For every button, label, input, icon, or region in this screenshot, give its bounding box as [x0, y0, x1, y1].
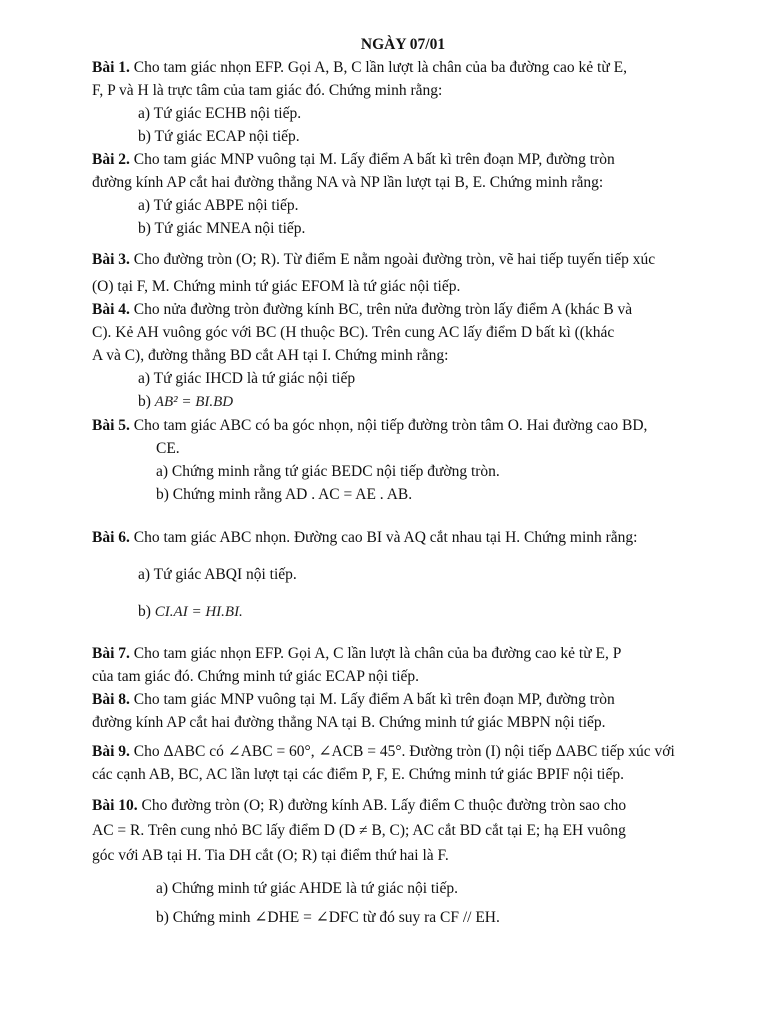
exercise-4-line-1: [92, 298, 714, 321]
exercise-5-text-1: Cho tam giác ABC có ba góc nhọn, nội tiếp đường tròn tâm O. Hai đường cao BD,: [133, 417, 648, 434]
exercise-4-part-b-label: b): [138, 393, 151, 410]
exercise-7-label: Bài 7.: [92, 645, 130, 662]
exercise-5-label: Bài 5.: [92, 417, 130, 434]
exercise-6-text-1: Cho tam giác ABC nhọn. Đường cao BI và AQ cắt nhau tại H. Chứng minh rằng:: [133, 529, 638, 546]
exercise-3-line-1: [92, 248, 714, 271]
exercise-4-line-2: C). Kẻ AH vuông góc với BC (H thuộc BC). Trên cung AC lấy điểm D bất kì ((khác: [92, 324, 615, 341]
exercise-4-text-1: Cho nửa đường tròn đường kính BC, trên nửa đường tròn lấy điểm A (khác B và: [133, 301, 633, 318]
exercise-5-line-2: CE.: [156, 440, 180, 457]
exercise-1-label: Bài 1.: [92, 59, 130, 76]
exercise-6-part-a: a) Tứ giác ABQI nội tiếp.: [138, 566, 297, 583]
exercise-3-label: Bài 3.: [92, 251, 130, 268]
exercise-4-label: Bài 4.: [92, 301, 130, 318]
exercise-10-line-1: [92, 794, 714, 817]
exercise-9-line-2: các cạnh AB, BC, AC lần lượt tại các điểm P, F, E. Chứng minh tứ giác BPIF nội tiếp.: [92, 766, 624, 783]
exercise-1-part-b: b) Tứ giác ECAP nội tiếp.: [138, 128, 300, 145]
exercise-1-line-1: [92, 56, 714, 79]
exercise-10-part-a: a) Chứng minh tứ giác AHDE là tứ giác nội tiếp.: [156, 880, 458, 897]
exercise-8-line-1: [92, 688, 714, 711]
exercise-5-part-b: b) Chứng minh rằng AD . AC = AE . AB.: [156, 486, 413, 503]
exercise-10-line-3: góc với AB tại H. Tia DH cắt (O; R) tại điểm thứ hai là F.: [92, 847, 449, 864]
exercise-7-text-1: Cho tam giác nhọn EFP. Gọi A, C lần lượt là chân của ba đường cao kẻ từ E, P: [133, 645, 622, 662]
exercise-1-part-a: a) Tứ giác ECHB nội tiếp.: [138, 105, 302, 122]
exercise-4-line-3: A và C), đường thẳng BD cắt AH tại I. Chứng minh rằng:: [92, 347, 449, 364]
exercise-6-line-1: [92, 526, 714, 549]
exercise-10-line-2: AC = R. Trên cung nhỏ BC lấy điểm D (D ≠ B, C); AC cắt BD cắt tại E; hạ EH vuông: [92, 822, 626, 839]
exercise-2-label: Bài 2.: [92, 151, 130, 168]
exercise-8-text-1: Cho tam giác MNP vuông tại M. Lấy điểm A bất kì trên đoạn MP, đường tròn: [133, 691, 615, 708]
exercise-3-text-1: Cho đường tròn (O; R). Từ điểm E nằm ngoài đường tròn, vẽ hai tiếp tuyến tiếp xúc: [133, 251, 656, 268]
exercise-9-text-1: Cho ΔABC có ∠ABC = 60°, ∠ACB = 45°. Đường tròn (I) nội tiếp ΔABC tiếp xúc với: [133, 743, 675, 760]
page-title: NGÀY 07/01: [360, 36, 446, 53]
exercise-2-text-1: Cho tam giác MNP vuông tại M. Lấy điểm A bất kì trên đoạn MP, đường tròn: [133, 151, 615, 168]
exercise-9-label: Bài 9.: [92, 743, 130, 760]
exercise-9-line-1: [92, 740, 714, 763]
exercise-2-line-2: đường kính AP cắt hai đường thẳng NA và NP lần lượt tại B, E. Chứng minh rằng:: [92, 174, 604, 191]
exercise-8-label: Bài 8.: [92, 691, 130, 708]
exercise-4-part-b-formula: AB² = BI.BD: [154, 394, 234, 410]
exercise-6-part-b-label: b): [138, 603, 151, 620]
exercise-1-line-2: F, P và H là trực tâm của tam giác đó. Chứng minh rằng:: [92, 82, 443, 99]
exercise-5-part-a: a) Chứng minh rằng tứ giác BEDC nội tiếp đường tròn.: [156, 463, 500, 480]
exercise-1-text-1: Cho tam giác nhọn EFP. Gọi A, B, C lần lượt là chân của ba đường cao kẻ từ E,: [133, 59, 627, 76]
exercise-10-part-b: b) Chứng minh ∠DHE = ∠DFC từ đó suy ra CF // EH.: [156, 909, 500, 926]
exercise-2-part-a: a) Tứ giác ABPE nội tiếp.: [138, 197, 299, 214]
exercise-8-line-2: đường kính AP cắt hai đường thẳng NA tại B. Chứng minh tứ giác MBPN nội tiếp.: [92, 714, 606, 731]
exercise-3-line-2: (O) tại F, M. Chứng minh tứ giác EFOM là tứ giác nội tiếp.: [92, 278, 461, 295]
exercise-4-part-b: [92, 390, 714, 414]
exercise-7-line-1: [92, 642, 714, 665]
exercise-5-line-1: [92, 414, 714, 437]
document-page: [92, 33, 714, 929]
exercise-2-part-b: b) Tứ giác MNEA nội tiếp.: [138, 220, 306, 237]
exercise-10-text-1: Cho đường tròn (O; R) đường kính AB. Lấy điểm C thuộc đường tròn sao cho: [141, 797, 627, 814]
exercise-2-line-1: [92, 148, 714, 171]
exercise-6-part-b: [92, 600, 714, 624]
exercise-7-line-2: của tam giác đó. Chứng minh tứ giác ECAP nội tiếp.: [92, 668, 420, 685]
exercise-4-part-a: a) Tứ giác IHCD là tứ giác nội tiếp: [138, 370, 356, 387]
exercise-6-label: Bài 6.: [92, 529, 130, 546]
exercise-10-label: Bài 10.: [92, 797, 138, 814]
exercise-6-part-b-formula: CI.AI = HI.BI.: [154, 604, 243, 620]
